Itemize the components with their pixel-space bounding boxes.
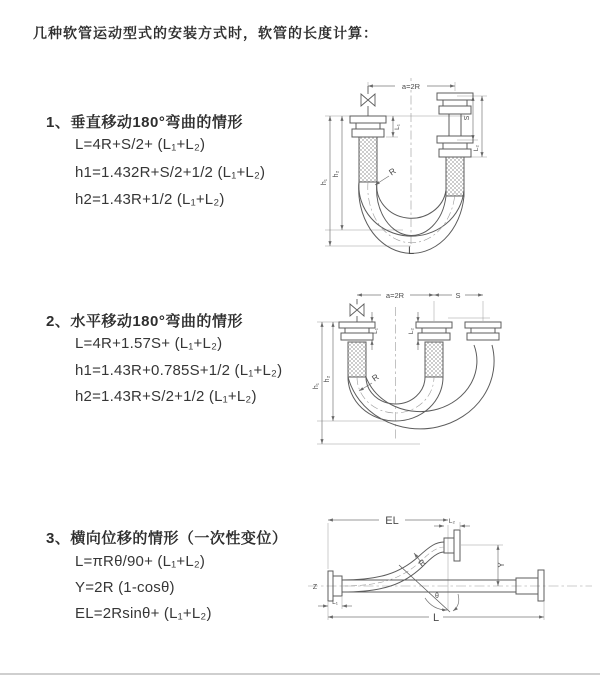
flange-right-lower — [437, 136, 473, 157]
dim-label-l: L — [407, 245, 415, 257]
dim-label-h1: h₁ — [313, 382, 320, 390]
section-2-formula-h1: h1=1.43R+0.785S+1/2 (L₁+L₂) — [75, 362, 283, 379]
flange-left — [339, 322, 375, 340]
valve-icon — [361, 86, 375, 116]
braid-right — [446, 157, 464, 196]
section-3-formula-EL: EL=2Rsinθ+ (L₁+L₂) — [75, 605, 212, 622]
flange-right-lower — [516, 570, 544, 601]
dim-label-a2r: a=2R — [401, 82, 421, 91]
dim-label-s: S — [455, 291, 461, 300]
dim-label-l1: L₁ — [394, 124, 401, 130]
dim-label-a2r: a=2R — [385, 291, 405, 300]
valve-icon — [350, 299, 364, 322]
braid-left — [348, 342, 366, 377]
hose-assembly — [339, 299, 501, 429]
radius-line — [399, 565, 450, 612]
dim-label-y: Y — [497, 562, 506, 568]
diagram-vertical-180-bend — [305, 70, 575, 258]
section-3-heading: 3、横向位移的情形（一次性变位） — [46, 530, 288, 547]
section-1-heading: 1、垂直移动180°弯曲的情形 — [46, 114, 243, 131]
hose-assembly — [350, 86, 473, 253]
dim-label-l2: L₂ — [448, 518, 456, 525]
section-1-formula-L: L=4R+S/2+ (L₁+L₂) — [75, 136, 206, 153]
section-2-formula-h2: h2=1.43R+S/2+1/2 (L₁+L₂) — [75, 388, 257, 405]
dim-label-el: EL — [385, 515, 399, 527]
braid-left — [359, 137, 377, 182]
dimension-lines — [318, 520, 544, 617]
braid-middle — [425, 342, 443, 377]
page-title: 几种软管运动型式的安装方式时，软管的长度计算： — [33, 25, 378, 41]
dim-label-l1: L₁ — [372, 328, 379, 334]
section-1-formula-h1: h1=1.432R+S/2+1/2 (L₁+L₂) — [75, 164, 266, 181]
section-3-formula-Y: Y=2R (1-cosθ) — [75, 579, 175, 596]
section-2-formula-L: L=4R+1.57S+ (L₁+L₂) — [75, 335, 223, 352]
dim-label-h1: h₁ — [321, 178, 328, 186]
pipe-right — [449, 114, 461, 136]
dim-label-h2: h₂ — [324, 375, 331, 383]
diagram-lateral-displacement — [300, 505, 595, 660]
dim-label-l2: L₂ — [408, 327, 415, 335]
flange-right-upper — [444, 530, 460, 561]
dim-label-r: R — [416, 556, 428, 569]
dim-label-s: S — [464, 115, 471, 121]
s-curve-hose — [342, 542, 444, 592]
flange-left — [350, 116, 386, 137]
centerlines — [308, 522, 592, 620]
dimension-lines — [322, 295, 483, 444]
diagram-horizontal-180-bend — [300, 283, 585, 458]
flange-middle — [416, 322, 452, 340]
section-3-formula-L: L=πRθ/90+ (L₁+L₂) — [75, 553, 206, 570]
dim-label-l1: L₁ — [332, 599, 338, 606]
centerline-break-z: Z — [312, 584, 318, 591]
flange-right — [465, 322, 501, 340]
section-2-heading: 2、水平移动180°弯曲的情形 — [46, 313, 243, 330]
dim-label-h2: h₂ — [333, 170, 340, 178]
dim-label-l2: L₂ — [473, 144, 480, 152]
dim-label-r: R — [369, 371, 381, 384]
u-bend-far — [348, 345, 494, 429]
dim-label-theta: θ — [435, 593, 439, 600]
dim-label-r: R — [386, 165, 398, 178]
section-1-formula-h2: h2=1.43R+1/2 (L₁+L₂) — [75, 191, 225, 208]
dim-label-l: L — [432, 612, 440, 624]
